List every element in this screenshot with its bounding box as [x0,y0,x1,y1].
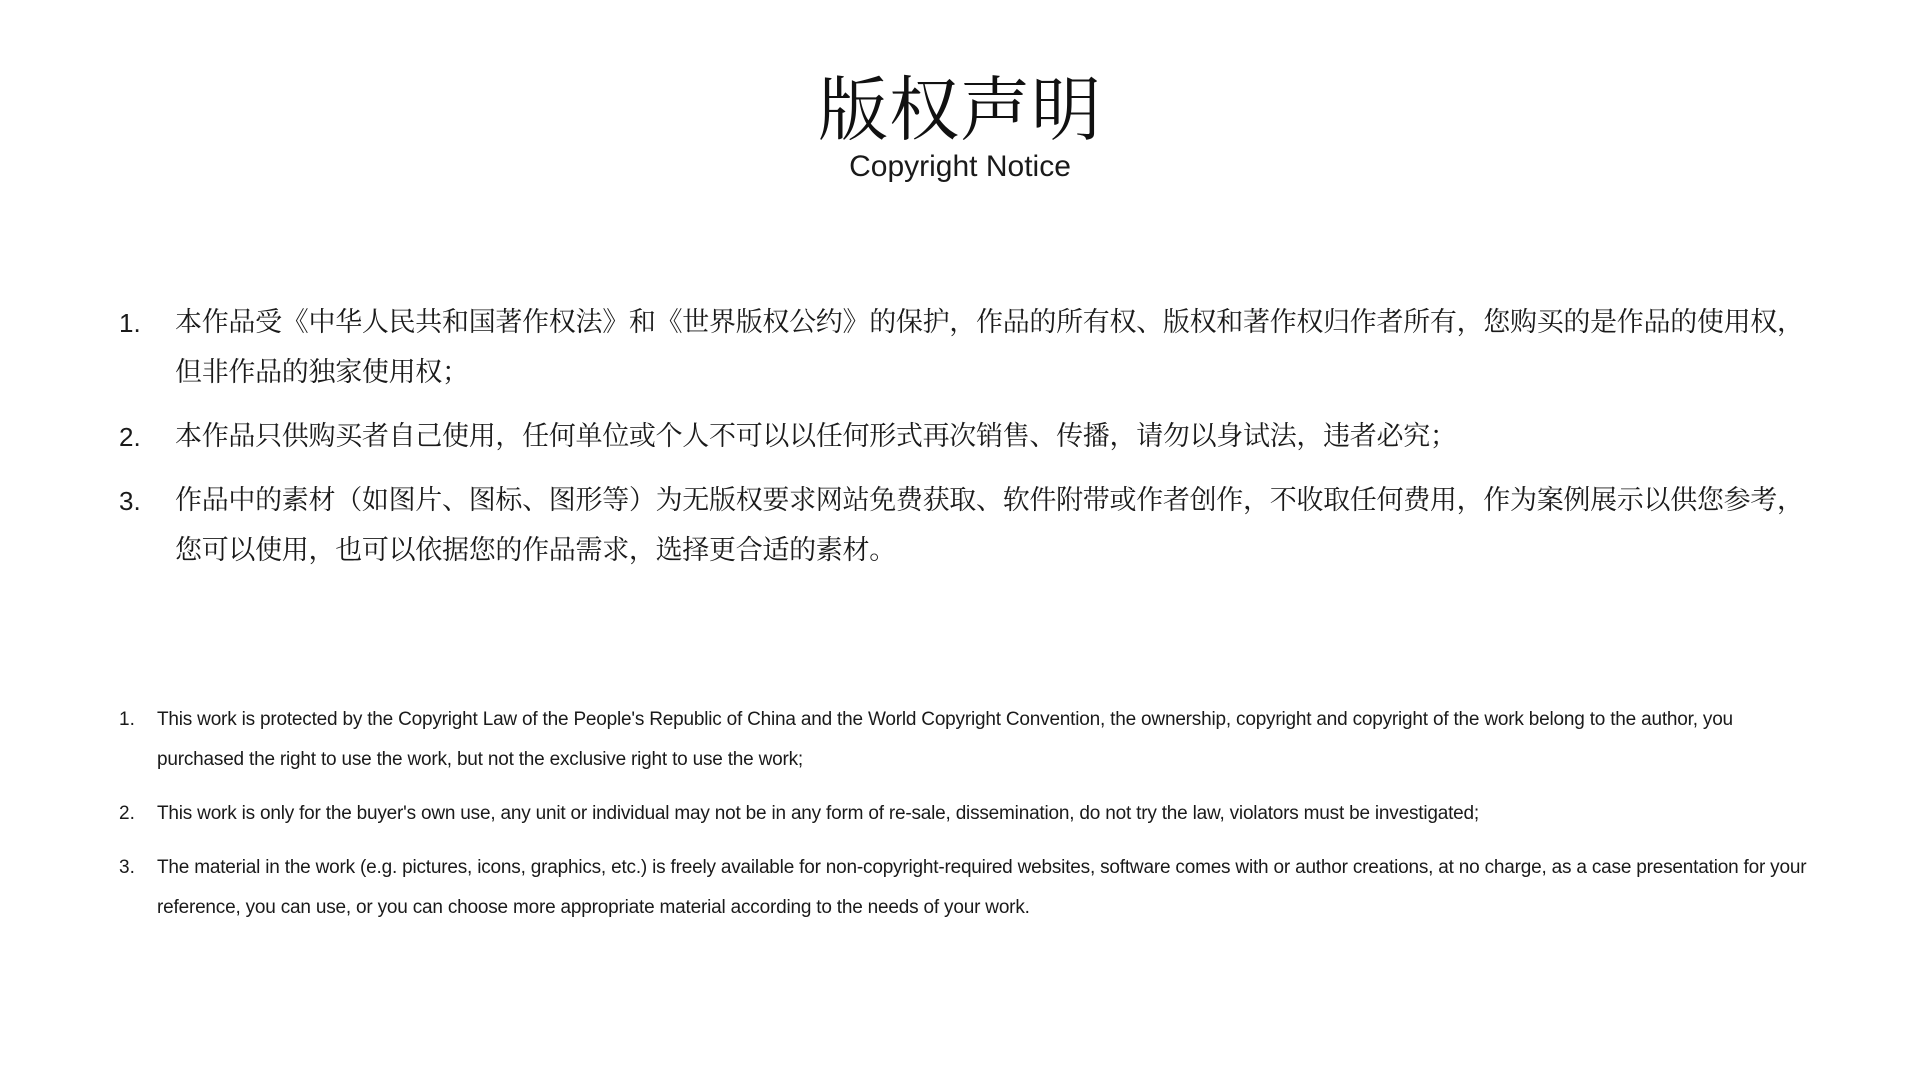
item-text: This work is only for the buyer's own use, any unit or individual may not be in any form of re-sale, dissemination, do not try the law, violators must be investigated; [157,803,1479,824]
item-number: 2. [119,422,141,452]
item-text: The material in the work (e.g. pictures, icons, graphics, etc.) is freely available for non-copyright-required websites, software comes with or author creations, at no charge, as a case presentation for your reference, you can use, or you can choose more appropriate material according to the needs of your work. [157,857,1807,918]
list-item [119,298,1819,398]
item-number: 2. [119,803,135,824]
item-text: This work is protected by the Copyright Law of the People's Republic of China and the World Copyright Convention, the ownership, copyright and copyright of the work belong to the author, you purchased the right to use the work, but not the exclusive right to use the work; [157,709,1733,770]
item-text: 本作品只供购买者自己使用，任何单位或个人不可以以任何形式再次销售、传播，请勿以身试法，违者必究； [175,421,1457,452]
list-item [119,476,1819,576]
item-number: 3. [119,857,135,878]
english-notice-list [119,700,1819,942]
list-item [119,412,1819,462]
chinese-notice-list [119,298,1819,590]
list-item [119,848,1819,928]
list-item [119,794,1819,834]
list-item [119,700,1819,780]
page-title-cn: 版权声明 [818,69,1102,151]
header [0,70,1920,184]
item-text: 本作品受《中华人民共和国著作权法》和《世界版权公约》的保护，作品的所有权、版权和著作权归作者所有，您购买的是作品的使用权，但非作品的独家使用权； [175,307,1804,388]
item-number: 1. [119,308,141,338]
item-text: 作品中的素材（如图片、图标、图形等）为无版权要求网站免费获取、软件附带或作者创作，不收取任何费用，作为案例展示以供您参考，您可以使用，也可以依据您的作品需求，选择更合适的素材。 [175,485,1804,566]
page-title-en: Copyright Notice [849,150,1071,183]
item-number: 3. [119,486,141,516]
item-number: 1. [119,709,135,730]
